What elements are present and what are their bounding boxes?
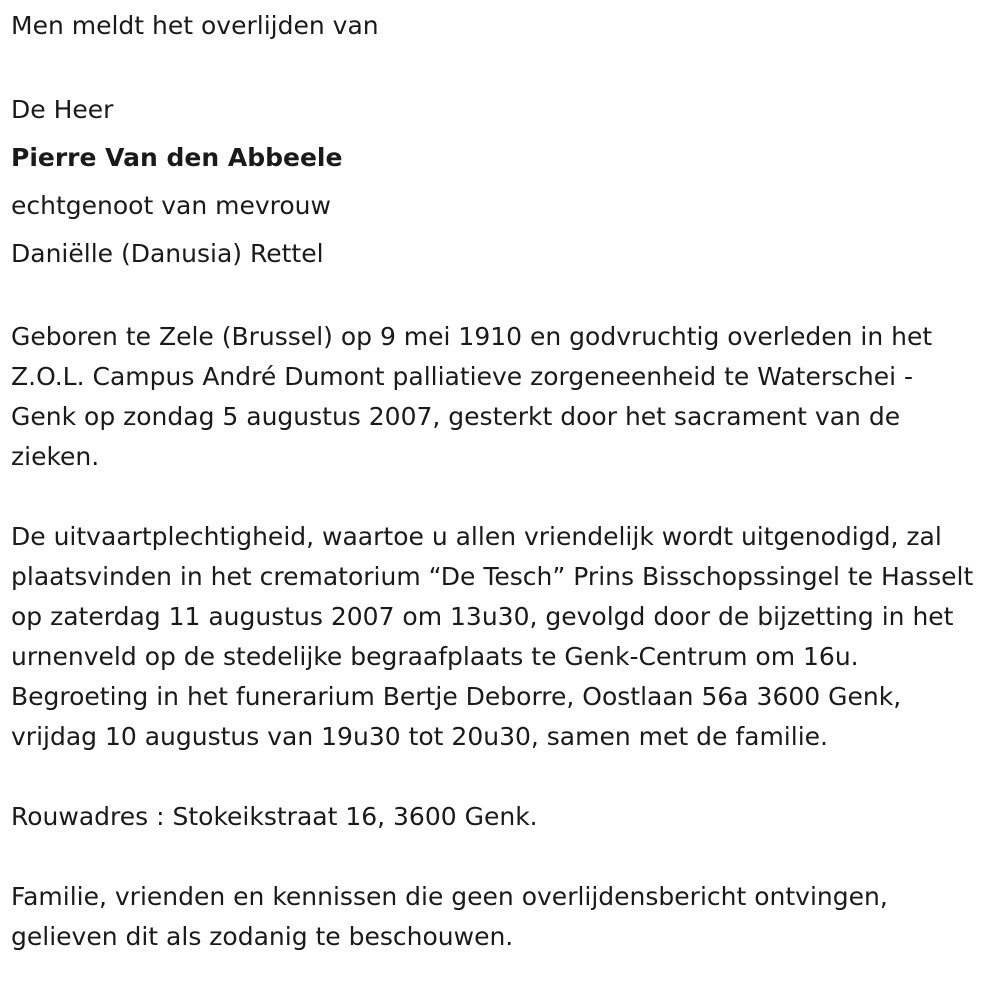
spouse-name: Daniëlle (Danusia) Rettel: [11, 239, 324, 268]
deceased-header: [11, 86, 986, 278]
salutation: De Heer: [11, 95, 114, 124]
birth-death-paragraph: Geboren te Zele (Brussel) op 9 mei 1910 en godvruchtig overleden in het Z.O.L. Campus André Dumont palliatieve zorgeneenheid te Waterschei - Genk op zondag 5 augustus 2007, gesterkt door het sacrament van de zieken.: [11, 322, 933, 471]
relation-text: echtgenoot van mevrouw: [11, 191, 331, 220]
funeral-paragraph: De uitvaartplechtigheid, waartoe u allen vriendelijk wordt uitgenodigd, zal plaatsvinden in het crematorium “De Tesch” Prins Bisschopssingel te Hasselt op zaterdag 11 augustus 2007 om 13u30, gevolgd door de bijzetting in het urnenveld op de stedelijke begraafplaats te Genk-Centrum om 16u. Begroeting in het funerarium Bertje Deborre, Oostlaan 56a 3600 Genk, vrijdag 10 augustus van 19u30 tot 20u30, samen met de familie.: [11, 522, 974, 751]
closing-paragraph: Familie, vrienden en kennissen die geen overlijdensbericht ontvingen, gelieven dit als zodanig te beschouwen.: [11, 882, 888, 951]
intro-text: Men meldt het overlijden van: [11, 11, 379, 40]
deceased-name: Pierre Van den Abbeele: [11, 143, 343, 172]
mourning-address: Rouwadres : Stokeikstraat 16, 3600 Genk.: [11, 802, 538, 831]
